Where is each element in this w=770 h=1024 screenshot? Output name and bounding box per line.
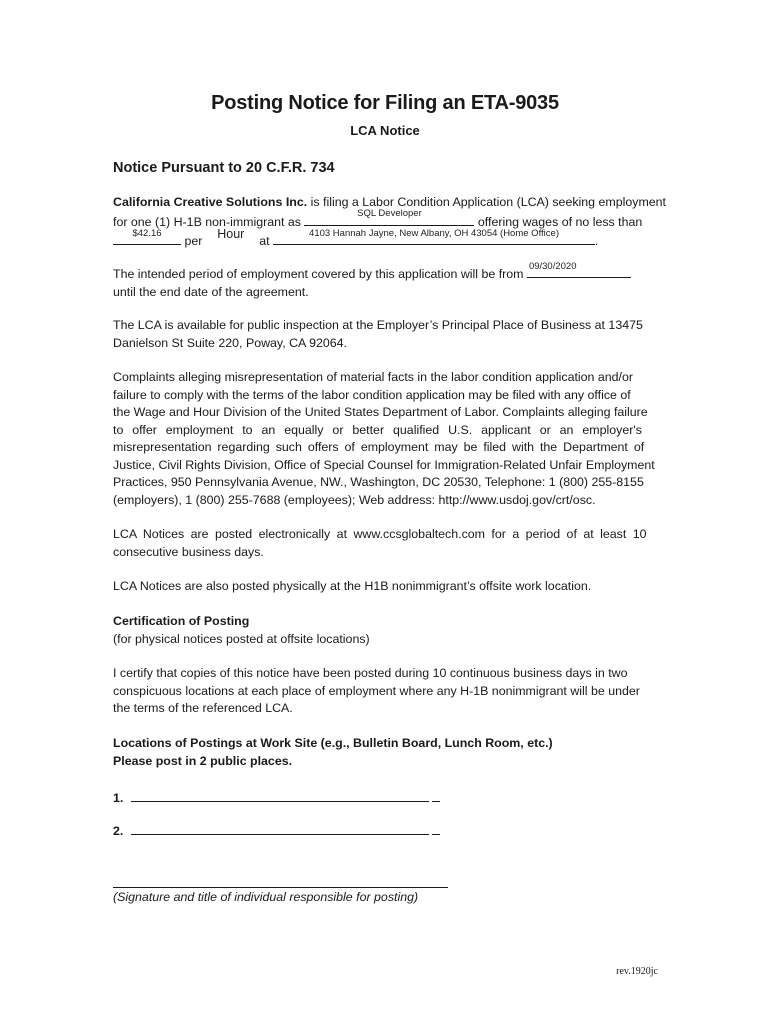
location-2-field[interactable] — [131, 821, 429, 835]
locations-heading: Locations of Postings at Work Site (e.g., Bulletin Board, Lunch Room, etc.) — [113, 736, 553, 750]
period-value: Hour — [217, 226, 245, 241]
per-label: per — [181, 234, 206, 248]
complaints-paragraph — [113, 369, 658, 509]
locations-subheading: Please post in 2 public places. — [113, 753, 293, 768]
intro-text-3: offering wages of no less than — [474, 214, 643, 229]
location-item-2 — [113, 821, 440, 838]
position-field[interactable] — [304, 208, 474, 226]
location-1-field-end — [432, 788, 440, 802]
start-date-field[interactable] — [527, 260, 631, 278]
complaints-line: the Wage and Hour Division of the United States Department of Labor. Complaints alleging failure — [113, 405, 648, 419]
complaints-line: misrepresentation regarding such offers of employment may be filed with the Department of — [113, 440, 645, 454]
certification-heading: Certification of Posting — [113, 614, 250, 628]
electronic-line-2: consecutive business days. — [113, 544, 264, 559]
page-subtitle: LCA Notice — [350, 123, 420, 138]
complaints-line: Complaints alleging misrepresentation of material facts in the labor condition application and/or — [113, 370, 634, 384]
wage-field[interactable] — [113, 227, 181, 245]
location-item-number: 2. — [113, 824, 124, 838]
complaints-line: failure to comply with the terms of the labor condition application may be filed with any office of — [113, 387, 631, 402]
intro-end: . — [595, 234, 599, 248]
physical-paragraph — [113, 578, 658, 596]
certification-line: I certify that copies of this notice have been posted during 10 continuous business days in two — [113, 666, 628, 680]
intro-paragraph — [113, 194, 667, 251]
certification-subheading: (for physical notices posted at offsite locations) — [113, 631, 370, 646]
signature-caption: (Signature and title of individual responsible for posting) — [113, 890, 419, 904]
complaints-line: Practices, 950 Pennsylvania Avenue, NW., Washington, DC 20530, Telephone: 1 (800) 255-8155 — [113, 475, 644, 489]
period-text-2: until the end date of the agreement. — [113, 284, 309, 299]
location-1-field[interactable] — [131, 788, 429, 802]
position-value: SQL Developer — [357, 208, 422, 219]
signature-line[interactable] — [113, 887, 448, 888]
electronic-line-1: LCA Notices are posted electronically at www.ccsglobaltech.com for a period of at least 10 — [113, 527, 647, 541]
location-item-1 — [113, 788, 440, 805]
certification-paragraph — [113, 665, 658, 718]
complaints-line: to offer employment to an equally or better qualified U.S. applicant or an employer's — [113, 422, 642, 437]
location-field[interactable] — [273, 227, 595, 245]
inspection-line-2: Danielson St Suite 220, Poway, CA 92064. — [113, 335, 347, 350]
period-paragraph — [113, 260, 658, 301]
complaints-line: Justice, Civil Rights Division, Office of Special Counsel for Immigration-Related Unfair Employment — [113, 457, 655, 472]
location-value: 4103 Hannah Jayne, New Albany, OH 43054 (Home Office) — [309, 227, 559, 239]
certification-line: the terms of the referenced LCA. — [113, 701, 293, 715]
intro-text-2: for one (1) H-1B non-immigrant as — [113, 214, 305, 229]
certification-line: conspicuous locations at each place of employment where any H-1B nonimmigrant will be under — [113, 683, 640, 698]
wage-value: $42.16 — [132, 227, 162, 239]
company-name: California Creative Solutions Inc. — [113, 195, 308, 209]
location-item-number: 1. — [113, 791, 124, 805]
complaints-line: (employers), 1 (800) 255-7688 (employees); Web address: http://www.usdoj.gov/crt/osc. — [113, 492, 596, 507]
certification-section — [113, 613, 658, 648]
intro-text-1: is filing a Labor Condition Application (LCA) seeking employment — [307, 195, 667, 209]
at-label: at — [255, 234, 274, 248]
revision-label: rev.1920jc — [616, 966, 658, 977]
electronic-paragraph — [113, 526, 658, 561]
period-line-1 — [113, 260, 658, 284]
inspection-paragraph — [113, 317, 658, 352]
section-heading: Notice Pursuant to 20 C.F.R. 734 — [113, 160, 335, 176]
physical-line: LCA Notices are also posted physically at the H1B nonimmigrant’s offsite work location. — [113, 579, 592, 593]
period-field[interactable] — [206, 226, 256, 245]
intro-line-3 — [113, 226, 658, 251]
locations-section — [113, 735, 658, 770]
inspection-line-1: The LCA is available for public inspection at the Employer’s Principal Place of Business at 13475 — [113, 318, 643, 332]
location-2-field-end — [432, 821, 440, 835]
page-title: Posting Notice for Filing an ETA-9035 — [211, 92, 559, 114]
start-date-value: 09/30/2020 — [528, 260, 577, 272]
period-text-1: The intended period of employment covered by this application will be from — [113, 267, 527, 281]
